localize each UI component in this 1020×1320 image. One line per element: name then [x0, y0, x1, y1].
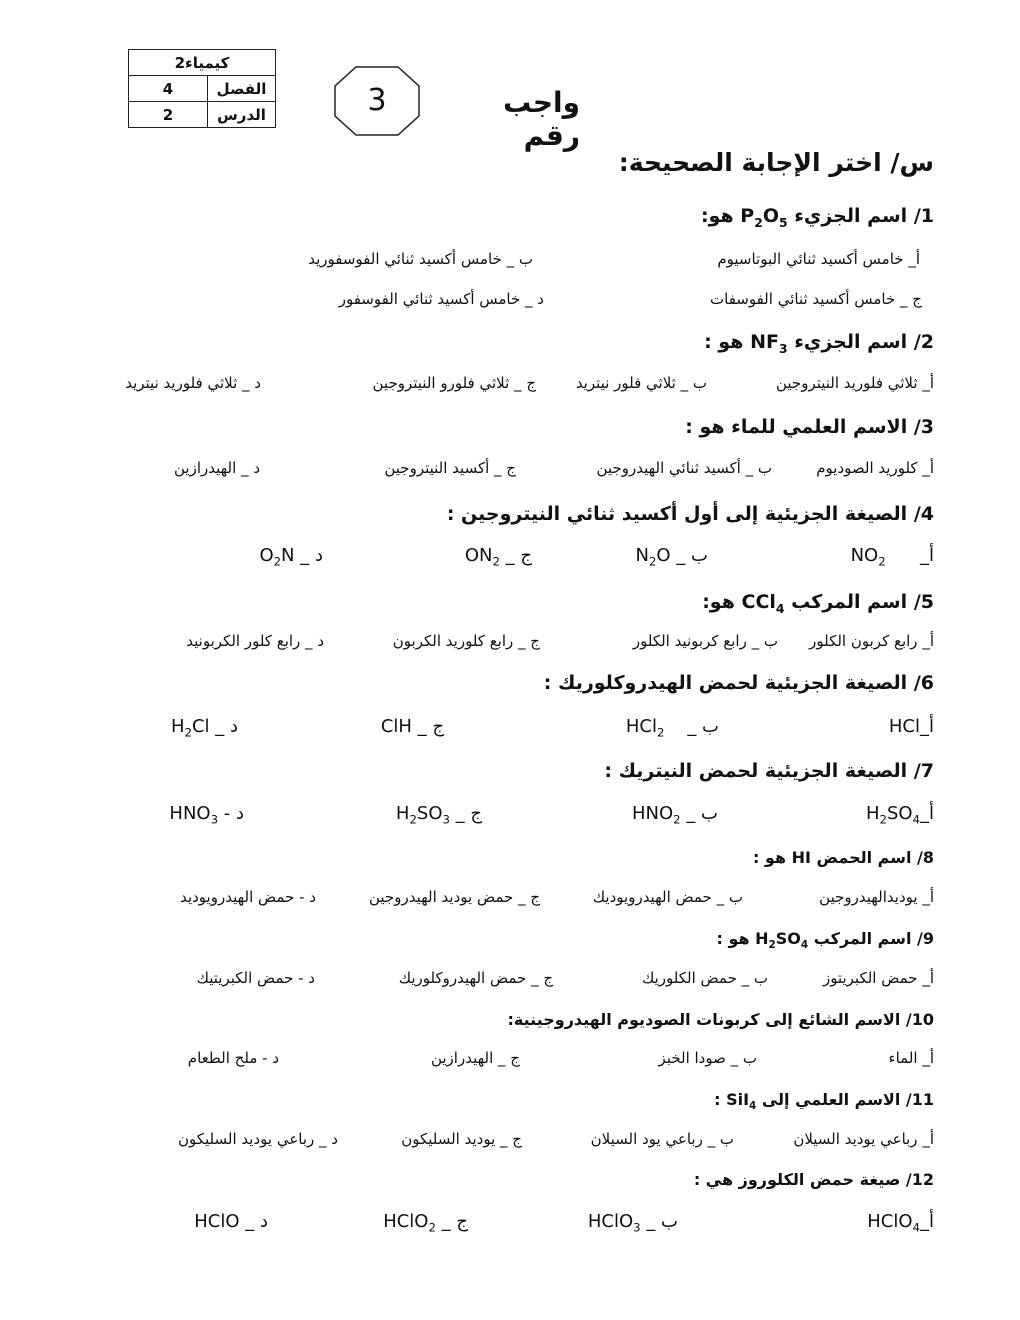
- option-6d: د _ $H_2Cl$: [170, 716, 238, 740]
- option-11c: ج _ يوديد السليكون: [401, 1130, 522, 1148]
- option-4a: أ_ $NO_2$: [850, 545, 934, 569]
- option-6b: ب _ HCl$_2$: [625, 716, 719, 740]
- question-9: 9/ اسم المركب $H_2SO_4$ هو :: [716, 929, 934, 952]
- option-12c: ج _ HClO$_2$: [383, 1211, 468, 1235]
- homework-title: واجب رقم: [503, 86, 580, 152]
- question-7: 7/ الصيغة الجزيئية لحمض النيتريك :: [604, 760, 934, 782]
- option-9c: ج _ حمض الهيدروكلوريك: [398, 969, 553, 987]
- option-9d: د - حمض الكبريتيك: [196, 969, 315, 987]
- option-3a: أ_ كلوريد الصوديوم: [816, 459, 934, 477]
- option-3b: ب _ أكسيد ثنائي الهيدروجين: [596, 459, 772, 477]
- option-5d: د _ رابع كلور الكربونيد: [186, 632, 324, 650]
- option-8a: أ_ يوديدالهيدروجين: [819, 888, 934, 906]
- subject-cell: 2كيمياء: [129, 50, 276, 76]
- option-8c: ج _ حمض يوديد الهيدروجين: [369, 888, 540, 906]
- option-3c: ج _ أكسيد النيتروجين: [384, 459, 516, 477]
- option-7a: $أ\_H_2SO_4$: [865, 803, 934, 827]
- option-10a: أ_ الماء: [888, 1049, 934, 1067]
- option-9b: ب _ حمض الكلوريك: [641, 969, 768, 987]
- question-12: 12/ صيغة حمض الكلوروز هي :: [693, 1170, 934, 1189]
- question-4: 4/ الصيغة الجزيئية إلى أول أكسيد ثنائي النيتروجين :: [446, 503, 934, 525]
- option-12d: د _ HClO: [194, 1211, 268, 1232]
- question-10: 10/ الاسم الشائع إلى كربونات الصوديوم الهيدروجينية:: [507, 1010, 934, 1029]
- option-11d: د _ رباعي يوديد السليكون: [177, 1130, 338, 1148]
- option-7d: د - $HNO_3$: [169, 803, 244, 827]
- option-12a: أ_HClO$_4$: [867, 1211, 934, 1235]
- option-2c: ج _ ثلاثي فلورو النيتروجين: [372, 374, 536, 392]
- main-heading: س/ اختر الإجابة الصحيحة:: [618, 148, 934, 177]
- option-8b: ب _ حمض الهيدرويوديك: [592, 888, 743, 906]
- lesson-label: الدرس: [208, 102, 276, 128]
- option-4d: د _ $O_2N$: [259, 545, 323, 569]
- option-1c: ج _ خامس أكسيد ثنائي الفوسفات: [710, 290, 922, 308]
- option-2b: ب _ ثلاثي فلور نيتريد: [575, 374, 707, 392]
- option-3d: د _ الهيدرازين: [173, 459, 260, 477]
- option-5b: ب _ رابع كربونيد الكلور: [632, 632, 778, 650]
- chapter-value: 4: [129, 76, 208, 102]
- option-11a: أ_ رباعي يوديد السيلان: [793, 1130, 934, 1148]
- option-1b: ب _ خامس أكسيد ثنائي الفوسفوريد: [308, 250, 533, 268]
- question-2: 2/ اسم الجزيء $NF_3$ هو :: [704, 331, 934, 356]
- option-5a: أ_ رابع كربون الكلور: [809, 632, 934, 650]
- question-11: 11/ الاسم العلمي إلى SiI$_4$ :: [714, 1090, 934, 1113]
- homework-number: 3: [367, 83, 387, 118]
- option-10b: ب _ صودا الخبز: [658, 1049, 757, 1067]
- question-3: 3/ الاسم العلمي للماء هو :: [685, 416, 934, 438]
- option-12b: ب _ HClO$_3$: [587, 1211, 678, 1235]
- option-8d: د - حمض الهيدرويوديد: [180, 888, 316, 906]
- option-1d: د _ خامس أكسيد ثنائي الفوسفور: [338, 290, 544, 308]
- option-6a: أ_HCl: [888, 716, 934, 737]
- option-9a: أ_ حمض الكبريتوز: [822, 969, 934, 987]
- option-7b: ب _ $HNO_2$: [631, 803, 718, 827]
- question-1: 1/ اسم الجزيء $P_2O_5$ هو:: [700, 205, 934, 230]
- question-6: 6/ الصيغة الجزيئية لحمض الهيدروكلوريك :: [543, 672, 934, 694]
- option-7c: ج _ $H_2SO_3$: [395, 803, 482, 827]
- option-4b: ب _ $N_2O$: [635, 545, 708, 569]
- option-4c: ج _ $ON_2$: [464, 545, 532, 569]
- option-10d: د - ملح الطعام: [187, 1049, 279, 1067]
- option-6c: ج _ ClH: [380, 716, 444, 737]
- option-2a: أ_ ثلاثي فلوريد النيتروجين: [775, 374, 934, 392]
- info-table: [128, 49, 276, 128]
- option-2d: د _ ثلاثي فلوريد نيتريد: [125, 374, 261, 392]
- option-10c: ج _ الهيدرازين: [430, 1049, 520, 1067]
- question-8: 8/ اسم الحمض HI هو :: [752, 848, 934, 867]
- chapter-label: الفصل: [208, 76, 276, 102]
- question-5: 5/ اسم المركب CCl$_4$ هو:: [702, 591, 934, 616]
- option-11b: ب _ رباعي يود السيلان: [590, 1130, 734, 1148]
- lesson-value: 2: [129, 102, 208, 128]
- option-5c: ج _ رابع كلوريد الكربون: [392, 632, 540, 650]
- option-1a: أ_ خامس أكسيد ثنائي البوتاسيوم: [717, 250, 920, 268]
